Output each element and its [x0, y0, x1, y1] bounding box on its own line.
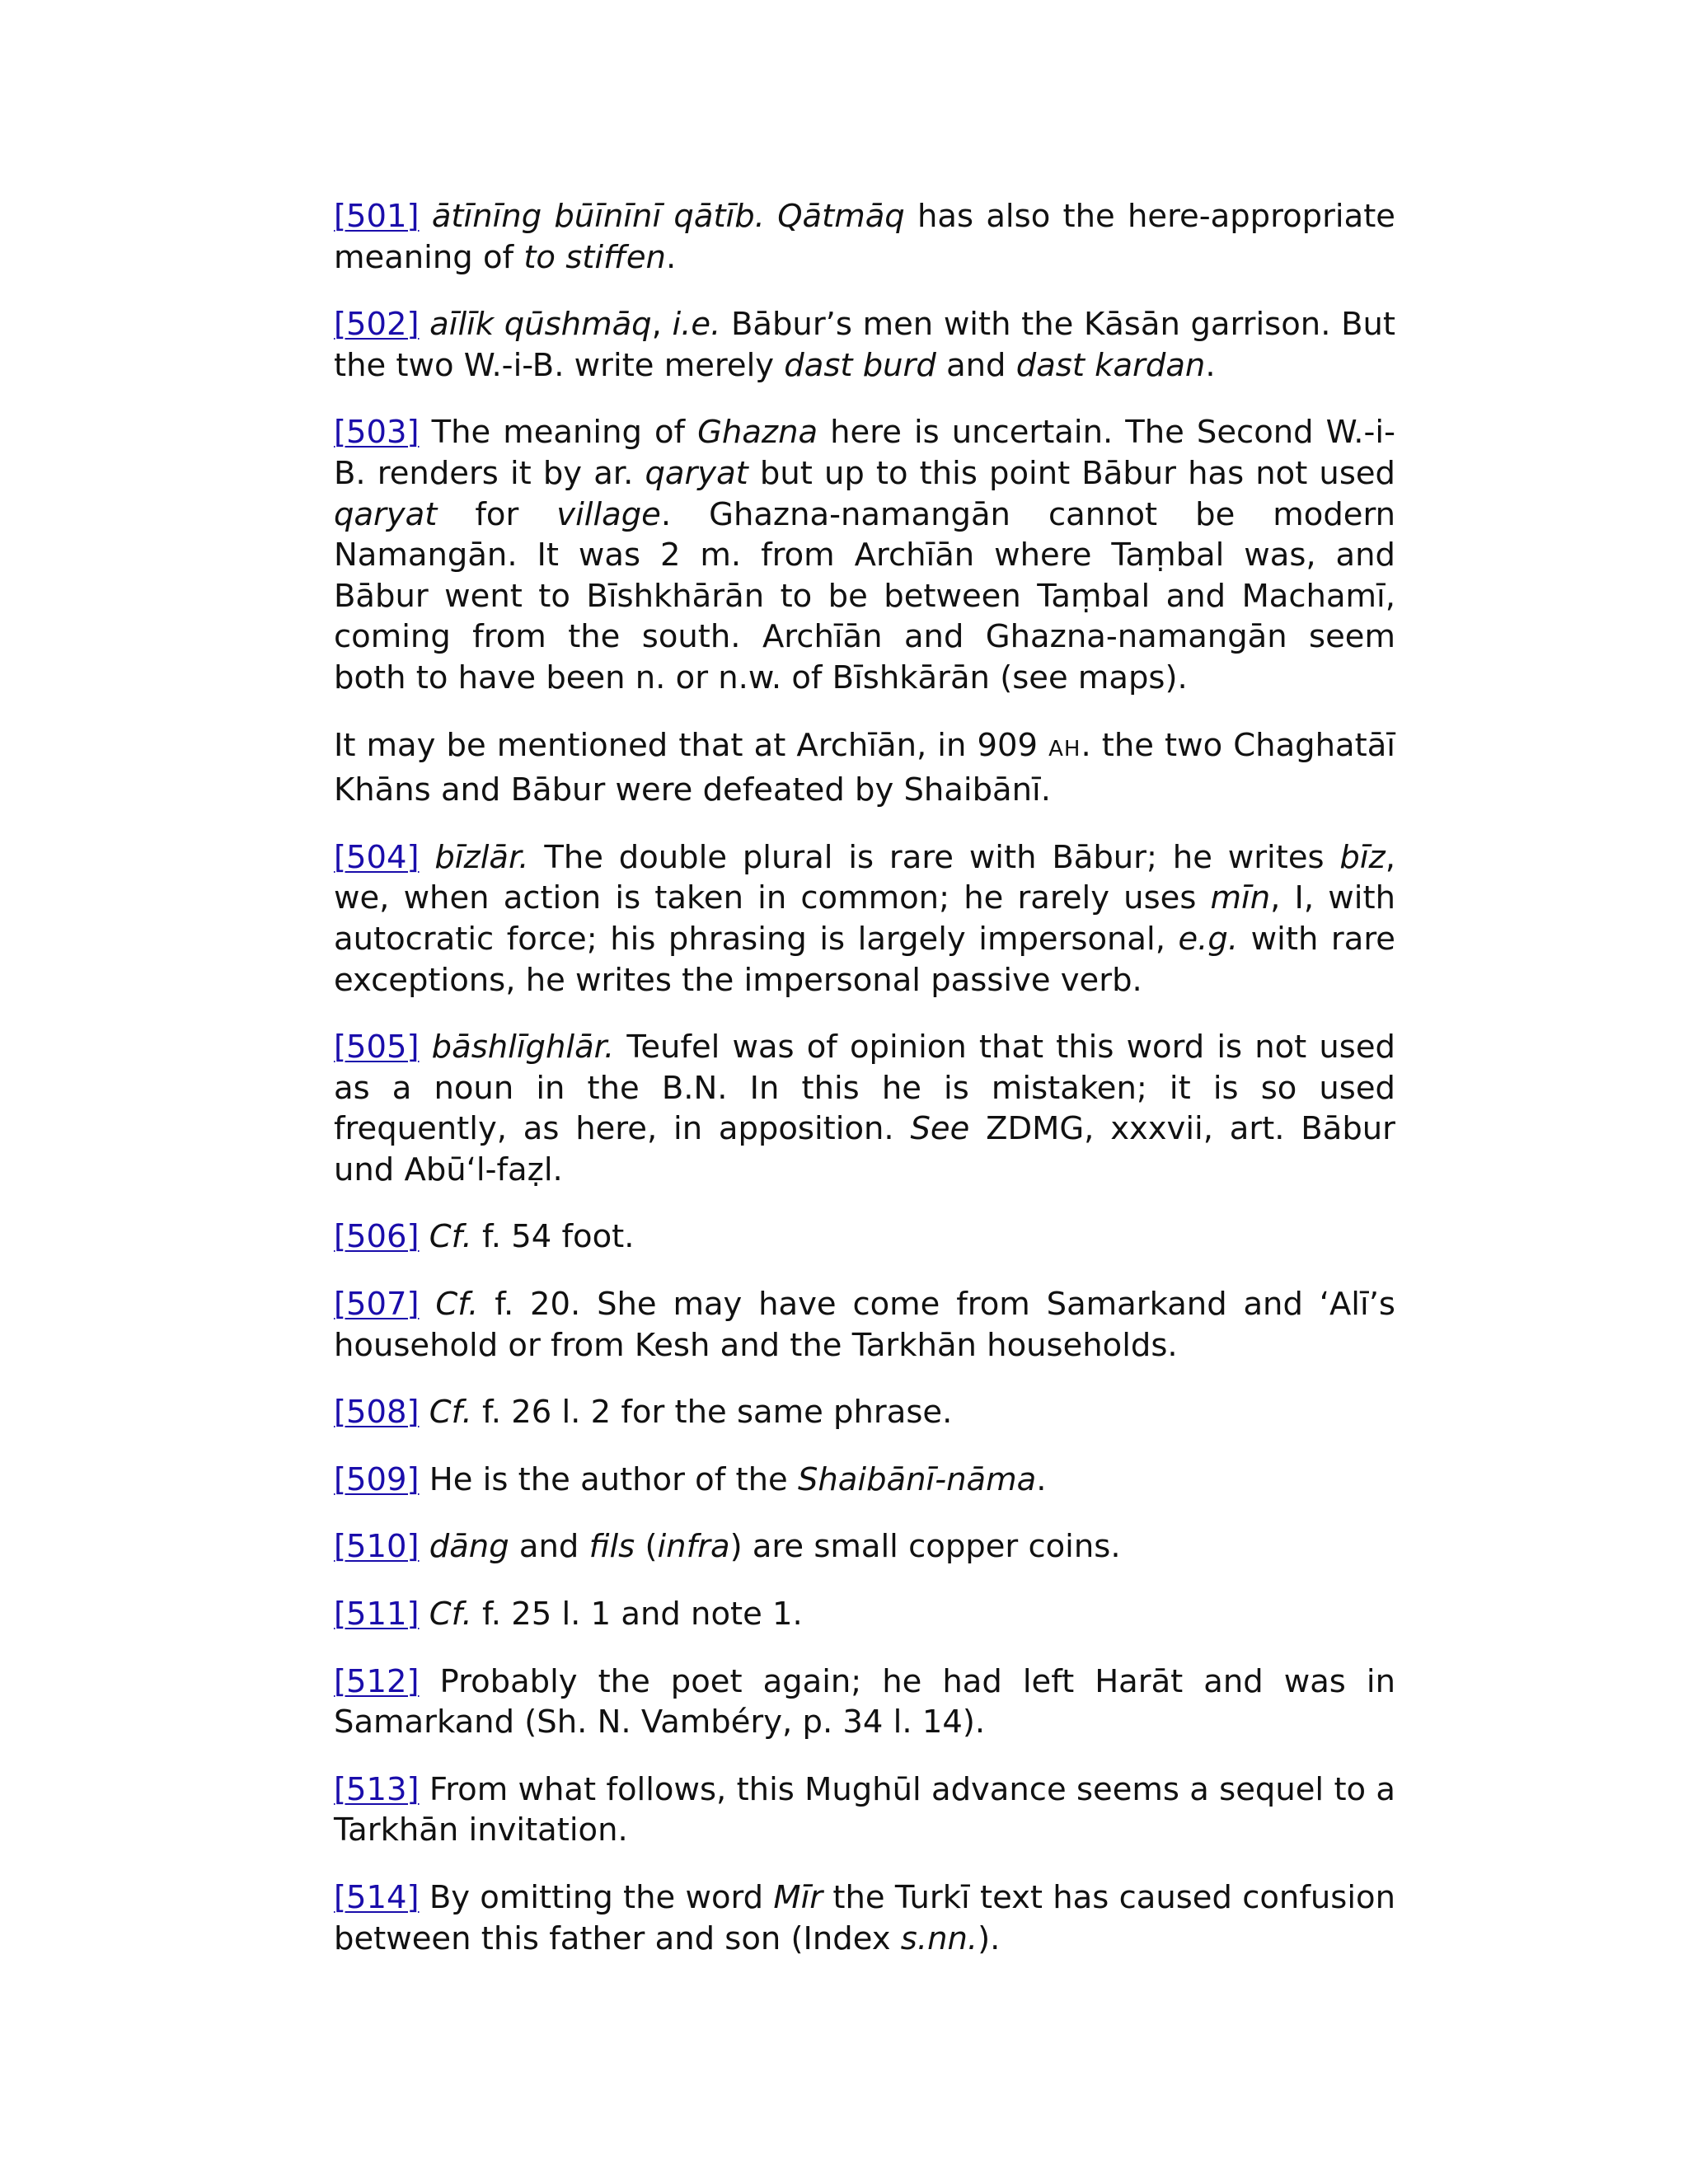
- note-text: but up to this point Bābur has not used: [748, 454, 1396, 492]
- footnote: [334, 1284, 1395, 1366]
- italic-text: bīzlār.: [434, 838, 529, 876]
- note-text: .: [1036, 1460, 1047, 1498]
- footnote: [334, 1877, 1395, 1959]
- italic-text: See: [910, 1110, 970, 1148]
- italic-text: qaryat: [645, 454, 748, 492]
- note-text: here is uncertain. The Second W.-i-B. renders it by ar.: [334, 414, 1395, 492]
- italic-text: bāshlīghlār.: [431, 1029, 615, 1066]
- italic-text: to stiffen: [523, 238, 666, 276]
- note-text: f. 26 l. 2 for the same phrase.: [471, 1394, 953, 1432]
- note-text: The meaning of: [431, 414, 698, 452]
- note-text: ).: [978, 1919, 1001, 1957]
- italic-text: Cf.: [429, 1218, 472, 1256]
- note-text: for: [437, 495, 557, 533]
- note-text: f. 54 foot.: [471, 1218, 635, 1256]
- note-text: has also the here-appropriate meaning of: [334, 198, 1395, 276]
- footnote: [334, 1526, 1395, 1568]
- italic-text: e.g.: [1178, 920, 1239, 958]
- footnote: [334, 412, 1395, 698]
- note-text: and: [509, 1528, 589, 1566]
- note-text: (: [635, 1528, 658, 1566]
- italic-text: Shaibānī-nāma: [797, 1460, 1037, 1498]
- italic-text: ātīnīng būīnīnī qātīb. Qātmāq: [431, 198, 905, 235]
- italic-text: aīlīk qūshmāq: [429, 306, 652, 344]
- italic-text: infra: [657, 1528, 730, 1566]
- italic-text: dast kardan: [1015, 346, 1206, 384]
- note-text: the Turkī text has caused confusion between this father and son (Index: [334, 1879, 1395, 1957]
- small-caps-text: AH: [1048, 736, 1081, 762]
- note-text: He is the author of the: [429, 1460, 798, 1498]
- note-text: .: [665, 238, 677, 276]
- italic-text: Cf.: [429, 1394, 472, 1432]
- footnote-ref-link[interactable]: [510]: [334, 1528, 420, 1566]
- italic-text: Ghazna: [697, 414, 818, 452]
- footnote-ref-link[interactable]: [504]: [334, 838, 420, 876]
- note-text: The double plural is rare with Bābur; he writes: [528, 838, 1340, 876]
- footnote-ref-link[interactable]: [509]: [334, 1460, 420, 1498]
- footnote-ref-link[interactable]: [513]: [334, 1770, 420, 1808]
- footnote: [334, 1594, 1395, 1635]
- footnote-ref-link[interactable]: [501]: [334, 198, 420, 235]
- note-text: f. 20. She may have come from Samarkand and ‘Alī’s household or from Kesh and the Tarkhān households.: [334, 1286, 1395, 1364]
- note-text: . the two Chaghatāī Khāns and Bābur were defeated by Shaibānī.: [334, 726, 1395, 809]
- italic-text: mīn: [1210, 879, 1271, 917]
- footnote-ref-link[interactable]: [502]: [334, 306, 420, 344]
- italic-text: i.e.: [672, 306, 721, 344]
- note-text: Probably the poet again; he had left Harāt and was in Samarkand (Sh. N. Vambéry, p. 34 l. 14).: [334, 1662, 1395, 1741]
- footnote-ref-link[interactable]: [506]: [334, 1218, 420, 1256]
- italic-text: dāng: [429, 1528, 509, 1566]
- footnote-ref-link[interactable]: [512]: [334, 1662, 420, 1700]
- note-text: ) are small copper coins.: [729, 1528, 1121, 1566]
- footnote-ref-link[interactable]: [511]: [334, 1596, 420, 1633]
- footnote-ref-link[interactable]: [507]: [334, 1286, 420, 1324]
- note-text: , I, with autocratic force; his phrasing is largely impersonal,: [334, 879, 1395, 958]
- italic-text: dast burd: [784, 346, 936, 384]
- note-text: It may be mentioned that at Archīān, in 909: [334, 726, 1049, 764]
- footnote: [334, 196, 1395, 278]
- italic-text: qaryat: [334, 495, 438, 533]
- footnote-ref-link[interactable]: [508]: [334, 1394, 420, 1432]
- note-text: Teufel was of opinion that this word is not used as a noun in the B.N. In this he is mistaken; it is so used frequently, as here, in apposition.: [334, 1029, 1395, 1148]
- italic-text: s.nn.: [900, 1919, 978, 1957]
- note-text: .: [1205, 346, 1216, 384]
- note-text: and: [935, 346, 1016, 384]
- italic-text: Mīr: [773, 1879, 823, 1916]
- footnote: [334, 1460, 1395, 1501]
- footnote: [334, 1661, 1395, 1743]
- note-text: ,: [651, 306, 673, 344]
- footnote: [334, 1216, 1395, 1258]
- italic-text: Cf.: [429, 1596, 472, 1633]
- footnote-ref-link[interactable]: [503]: [334, 414, 420, 452]
- italic-text: village: [556, 495, 661, 533]
- footnote-ref-link[interactable]: [505]: [334, 1029, 420, 1066]
- footnotes-page: [334, 196, 1395, 1985]
- footnote: [334, 304, 1395, 386]
- note-text: From what follows, this Mughūl advance seems a sequel to a Tarkhān invitation.: [334, 1770, 1395, 1849]
- note-text: with rare exceptions, he writes the impersonal passive verb.: [334, 920, 1395, 999]
- footnote-ref-link[interactable]: [514]: [334, 1879, 420, 1916]
- footnote: [334, 1769, 1395, 1851]
- footnote: [334, 1027, 1395, 1190]
- footnote: [334, 1392, 1395, 1433]
- italic-text: Cf.: [435, 1286, 479, 1324]
- note-text: ZDMG, xxxvii, art. Bābur und Abū‘l-faẓl.: [334, 1110, 1395, 1188]
- note-text: f. 25 l. 1 and note 1.: [471, 1596, 803, 1633]
- note-text: Bābur’s men with the Kāsān garrison. But the two W.-i-B. write merely: [334, 306, 1395, 384]
- note-text: By omitting the word: [429, 1879, 774, 1916]
- note-text: , we, when action is taken in common; he rarely uses: [334, 838, 1395, 917]
- note-text: . Ghazna-namangān cannot be modern Namangān. It was 2 m. from Archīān where Taṃbal was, and Bābur went to Bīshkhārān to be between Taṃbal and Machamī, coming from the south. Archīān and Ghazna-namangān seem both to have been n. or n.w. of Bīshkārān (see maps).: [334, 495, 1396, 696]
- footnote: [334, 837, 1395, 1001]
- footnote: [334, 725, 1395, 811]
- italic-text: bīz: [1339, 838, 1386, 876]
- italic-text: fils: [588, 1528, 635, 1566]
